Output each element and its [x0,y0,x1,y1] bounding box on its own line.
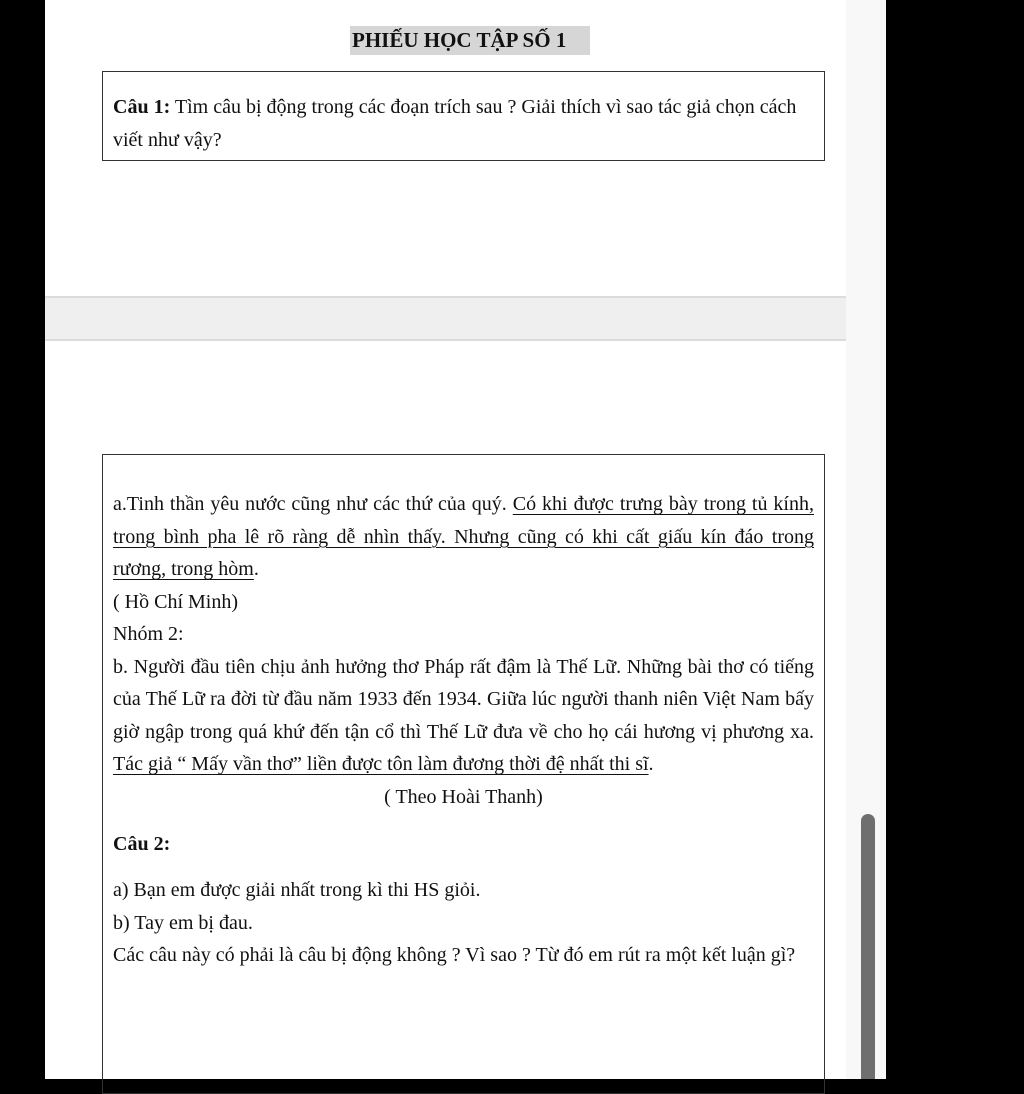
question-2-item-a: a) Bạn em được giải nhất trong kì thi HS giỏi. [113,879,481,901]
passage-b-end: . [648,753,654,775]
worksheet-title: PHIẾU HỌC TẬP SỐ 1 [350,26,590,55]
question-2-label: Câu 2: [113,833,171,855]
question-1-box [102,71,825,161]
page-separator [45,296,846,341]
question-1-text: Tìm câu bị động trong các đoạn trích sau ? Giải thích vì sao tác giả chọn cách viết như vậy? [113,96,797,151]
question-2-prompt: Các câu này có phải là câu bị động không ? Vì sao ? Từ đó em rút ra một kết luận gì? [113,944,796,966]
question-2-item-b: b) Tay em bị đau. [113,911,253,934]
question-1-label: Câu 1: [113,96,171,118]
passage-b-plain: b. Người đầu tiên chịu ảnh hưởng thơ Pháp rất đậm là Thế Lữ. Những bài thơ có tiếng của Thế Lữ ra đời từ đầu năm 1933 đến 1934. Giữa lúc người thanh niên Việt Nam bấy giờ ngập trong quá khứ đến tận cổ thì Thế Lữ đưa về cho họ cái hương vị phương xa. [113,655,814,743]
passage-a-source: ( Hồ Chí Minh) [113,590,238,613]
scrollbar-thumb[interactable] [861,814,875,1079]
passage-a [113,488,814,586]
passage-a-plain: a.Tinh thần yêu nước cũng như các thứ của quý. [113,493,513,515]
passage-a-underlined: Có khi được trưng bày trong tủ kính, trong bình pha lê rõ ràng dễ nhìn thấy. Nhưng cũng có khi cất giấu kín đáo trong rương, trong hòm [113,493,814,580]
group-label: Nhóm 2: [113,623,184,645]
passages-box [102,454,825,1094]
passage-a-end: . [253,558,259,580]
passage-b [113,651,814,781]
passage-b-source: ( Theo Hoài Thanh) [384,785,543,808]
passage-b-underlined: Tác giả “ Mấy vần thơ” liền được tôn làm đương thời đệ nhất thi sĩ [113,753,649,775]
